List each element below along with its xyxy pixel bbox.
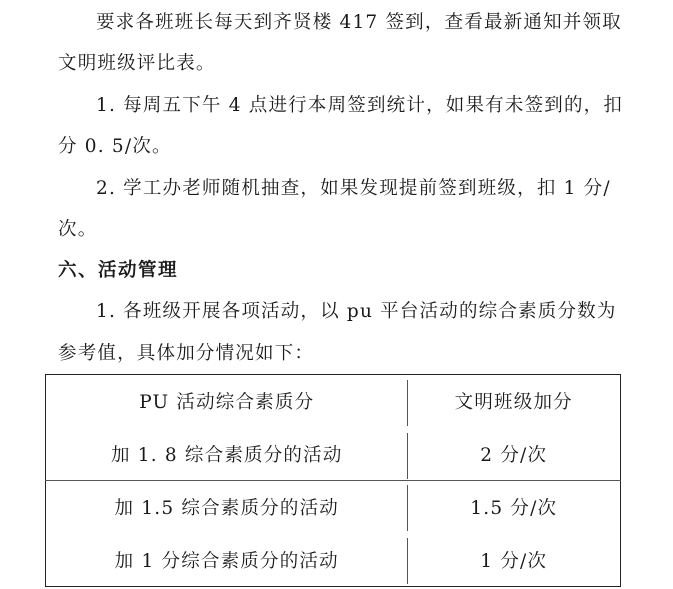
table-cell: 2 分/次 [480,444,548,466]
paragraph-line: 分 0. 5/次。 [58,136,172,157]
section-heading: 六、活动管理 [58,260,179,281]
column-divider [407,538,408,584]
table-row [46,534,621,587]
column-divider [407,485,408,531]
table-cell: 加 1 分综合素质分的活动 [114,550,339,572]
paragraph-line: 参考值，具体加分情况如下： [58,343,315,364]
table-header-cell: 文明班级加分 [454,392,573,414]
paragraph-line: 要求各班班长每天到齐贤楼 417 签到，查看最新通知并领取 [96,12,622,33]
paragraph-line: 2. 学工办老师随机抽查，如果发现提前签到班级，扣 1 分/ [96,178,611,199]
column-divider [407,380,408,426]
paragraph-line: 1. 各班级开展各项活动，以 pu 平台活动的综合素质分数为 [96,301,617,322]
table-cell: 1.5 分/次 [408,481,621,534]
paragraph-line: 次。 [58,219,98,240]
column-divider [407,433,408,479]
paragraph-line: 1. 每周五下午 4 点进行本周签到统计，如果有未签到的，扣 [96,95,624,116]
scoring-table [45,374,621,587]
table-row [46,428,621,481]
table-header-cell: PU 活动综合素质分 [139,392,315,414]
table-cell: 加 1. 8 综合素质分的活动 [110,444,343,466]
table-row [46,481,621,534]
table-cell: 加 1.5 综合素质分的活动 [46,481,408,534]
table-cell: 1 分/次 [480,550,548,572]
paragraph-line: 文明班级评比表。 [58,53,216,74]
table-header-row [46,375,621,428]
